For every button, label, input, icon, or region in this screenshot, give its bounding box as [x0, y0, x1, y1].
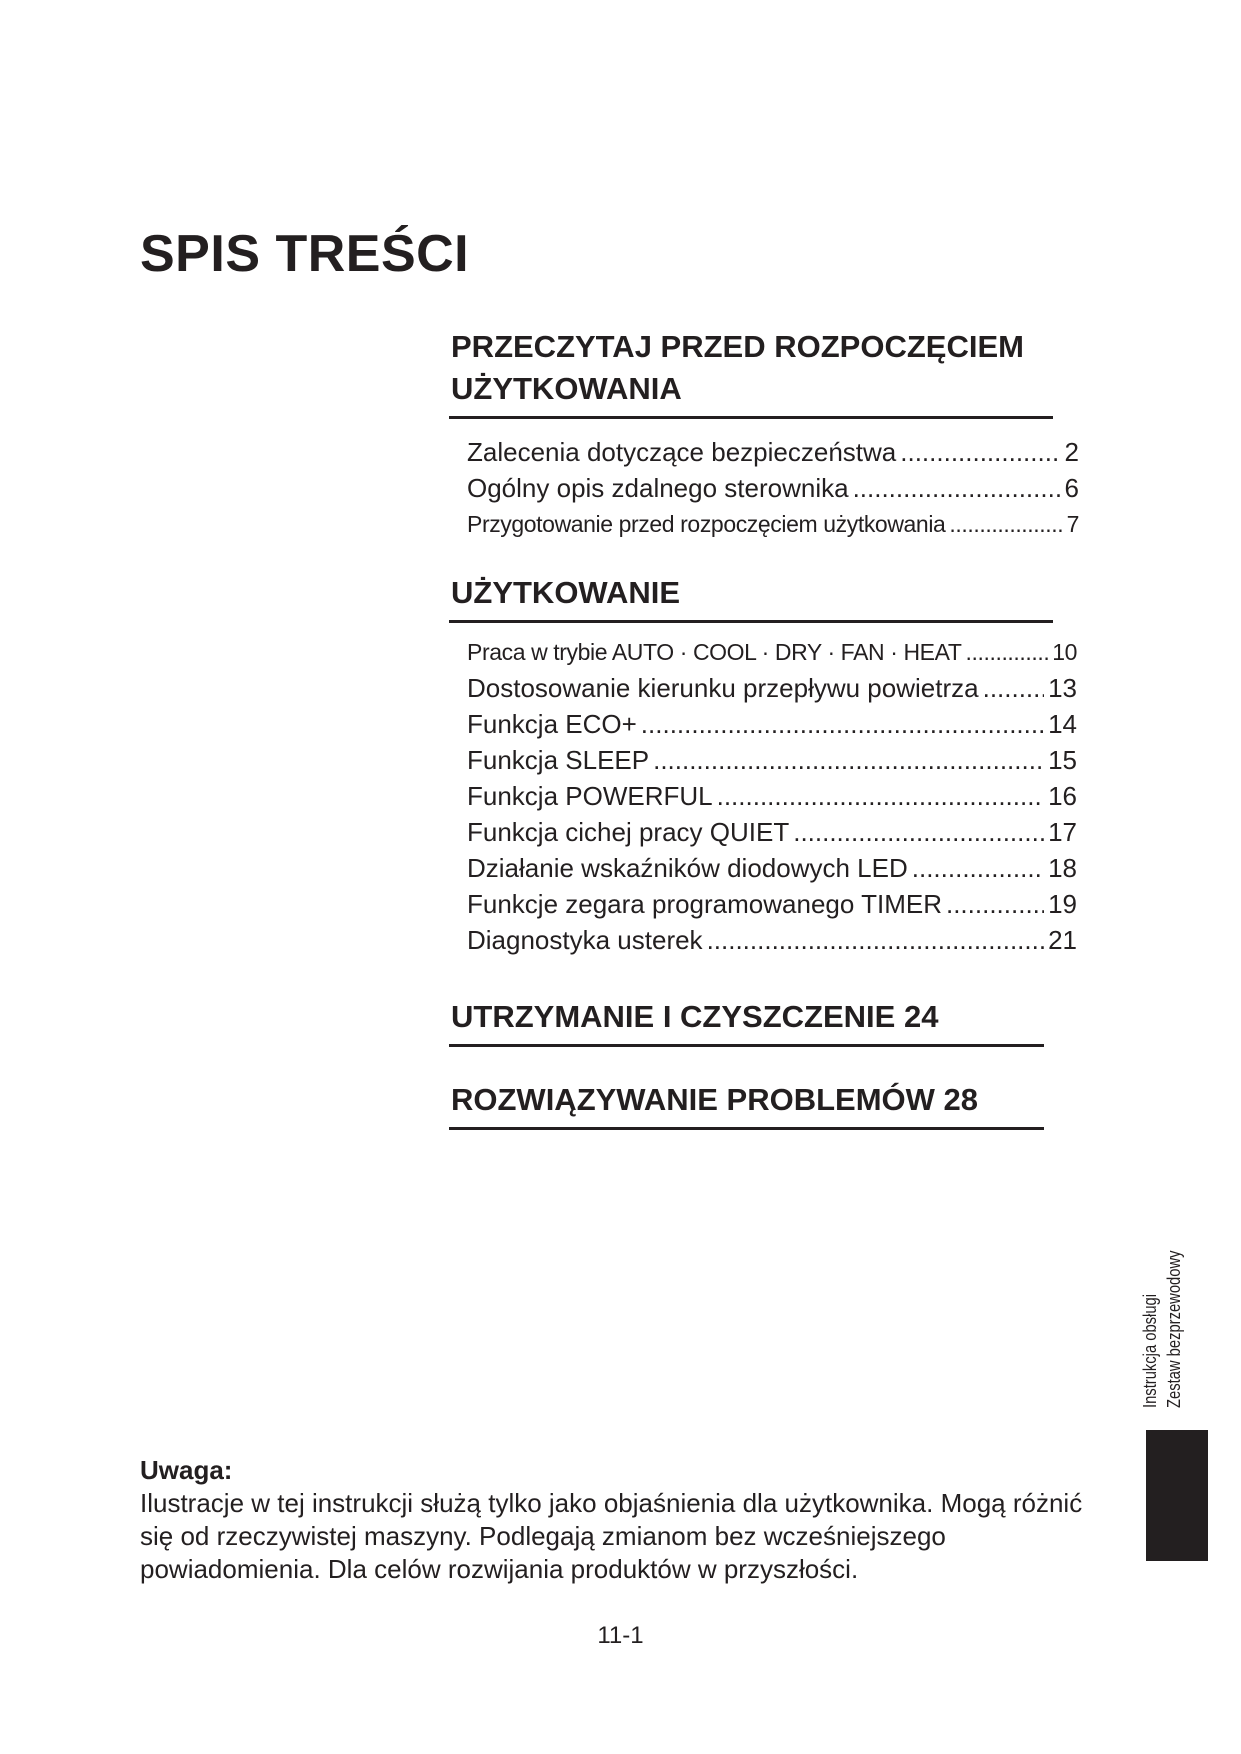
toc-item-page: 16 [1048, 781, 1077, 811]
toc-item-label: Funkcja SLEEP [467, 745, 650, 775]
toc-item-label: Funkcje zegara programowanego TIMER [467, 889, 942, 919]
toc-item-page: 10 [1052, 639, 1077, 665]
toc-item-remote-overview[interactable] [467, 470, 1079, 506]
toc-item-sleep[interactable] [467, 742, 1077, 778]
page-number: 11-1 [597, 1622, 644, 1649]
toc-item-label: Funkcja cichej pracy QUIET [467, 817, 790, 847]
section-divider [449, 1127, 1044, 1130]
toc-item-eco-plus[interactable] [467, 706, 1077, 742]
toc-item-page: 18 [1048, 853, 1077, 883]
toc-item-label: Praca w trybie AUTO · COOL · DRY · FAN · HEAT [467, 639, 962, 665]
toc-item-safety[interactable] [467, 434, 1079, 470]
toc-leader-dots [793, 814, 1044, 850]
section-heading-line-2: UŻYTKOWANIA [451, 371, 682, 406]
toc-item-page: 17 [1048, 817, 1077, 847]
section-divider [449, 1044, 1044, 1047]
toc-list-usage [467, 634, 1077, 958]
page-title: SPIS TREŚCI [140, 225, 470, 283]
toc-item-label: Ogólny opis zdalnego sterownika [467, 473, 849, 503]
section-heading-line-1: ROZWIĄZYWANIE PROBLEMÓW 28 [451, 1082, 978, 1117]
toc-leader-dots [900, 434, 1060, 470]
toc-item-page: 21 [1048, 925, 1077, 955]
toc-item-preparation[interactable] [467, 506, 1079, 542]
toc-item-page: 19 [1048, 889, 1077, 919]
toc-item-label: Przygotowanie przed rozpoczęciem użytkowania [467, 511, 946, 537]
toc-leader-dots [853, 470, 1061, 506]
toc-item-quiet[interactable] [467, 814, 1077, 850]
toc-leader-dots [983, 670, 1044, 706]
note-body: Ilustracje w tej instrukcji służą tylko jako objaśnienia dla użytkownika. Mogą różnić się od rzeczywistej maszyny. Podlegają zmianom bez wcześniejszego powiadomienia. Dla celów rozwijania produktów w przyszłości. [140, 1488, 1083, 1584]
toc-item-label: Funkcja ECO+ [467, 709, 637, 739]
toc-item-label: Zalecenia dotyczące bezpieczeństwa [467, 437, 897, 467]
toc-item-label: Diagnostyka usterek [467, 925, 703, 955]
section-usage [449, 572, 1053, 623]
toc-leader-dots [641, 706, 1044, 742]
section-divider [449, 620, 1053, 623]
toc-item-page: 15 [1048, 745, 1077, 775]
section-divider [449, 416, 1053, 419]
toc-item-page: 13 [1048, 673, 1077, 703]
section-maintenance[interactable] [449, 996, 1044, 1047]
toc-item-label: Dostosowanie kierunku przepływu powietrza [467, 673, 979, 703]
section-heading-line-1: UTRZYMANIE I CZYSZCZENIE 24 [451, 999, 939, 1034]
toc-leader-dots [946, 886, 1044, 922]
toc-leader-dots [966, 634, 1049, 670]
toc-leader-dots [949, 506, 1062, 542]
toc-item-airflow-direction[interactable] [467, 670, 1077, 706]
side-tab-marker [1146, 1430, 1208, 1561]
side-tab-line-1: Instrukcja obsługi [1140, 1293, 1160, 1408]
section-troubleshooting[interactable] [449, 1079, 1044, 1130]
toc-item-operating-modes[interactable] [467, 634, 1077, 670]
side-tab-line-2: Zestaw bezprzewodowy [1164, 1250, 1184, 1408]
toc-leader-dots [707, 922, 1045, 958]
toc-item-powerful[interactable] [467, 778, 1077, 814]
toc-item-label: Funkcja POWERFUL [467, 781, 713, 811]
toc-item-page: 14 [1048, 709, 1077, 739]
section-heading-line-1: UŻYTKOWANIE [451, 575, 681, 610]
toc-item-page: 6 [1064, 473, 1079, 503]
toc-leader-dots [912, 850, 1044, 886]
toc-leader-dots [717, 778, 1044, 814]
toc-list-read-before-use [467, 434, 1079, 542]
side-tab-label [1138, 1218, 1198, 1408]
toc-item-page: 2 [1064, 437, 1079, 467]
toc-item-timer[interactable] [467, 886, 1077, 922]
note-title: Uwaga: [140, 1455, 233, 1485]
toc-item-diagnostics[interactable] [467, 922, 1077, 958]
toc-leader-dots [653, 742, 1044, 778]
section-read-before-use [449, 326, 1053, 419]
note [140, 1454, 1100, 1586]
toc-item-page: 7 [1066, 511, 1079, 537]
toc-item-label: Działanie wskaźników diodowych LED [467, 853, 908, 883]
toc-item-led-indicators[interactable] [467, 850, 1077, 886]
section-heading-line-1: PRZECZYTAJ PRZED ROZPOCZĘCIEM [451, 329, 1024, 364]
